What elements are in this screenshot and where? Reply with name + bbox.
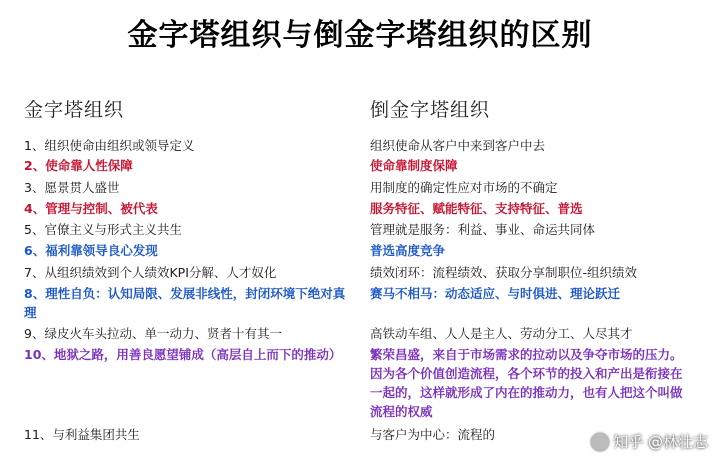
pyramid-item-10: 10、地狱之路，用善良愿望铺成（高层自上而下的推动）: [24, 347, 342, 362]
inverted-item-9: 高铁动车组、人人是主人、劳动分工、人尽其才: [370, 326, 633, 341]
page-title: 金字塔组织与倒金字塔组织的区别: [127, 18, 593, 53]
pyramid-item-7: 7、从组织绩效到个人绩效KPI分解、人才奴化: [24, 265, 277, 280]
pyramid-heading: 金字塔组织: [24, 99, 125, 121]
inverted-pyramid-heading: 倒金字塔组织: [370, 99, 491, 121]
pyramid-item-5: 5、官僚主义与形式主义共生: [24, 222, 182, 237]
inverted-item-2: 使命靠制度保障: [370, 158, 458, 173]
inverted-item-10: 繁荣昌盛，来自于市场需求的拉动以及争夺市场的压力。因为各个价值创造流程，各个环节的投入和产出是衔接在一起的，这样就形成了内在的推动力，也有人把这个叫做流程的权威: [370, 347, 683, 419]
inverted-item-11: 与客户为中心：流程的: [370, 427, 496, 442]
pyramid-item-11: 11、与利益集团共生: [24, 427, 140, 442]
watermark-text: 知乎 @林壮志: [613, 433, 708, 451]
inverted-pyramid-column: [370, 98, 700, 442]
pyramid-item-1: 1、组织使命由组织或领导定义: [24, 138, 195, 153]
pyramid-item-2: 2、使命靠人性保障: [24, 158, 133, 173]
inverted-item-8: 赛马不相马：动态适应、与时俱进、理论跃迁: [370, 286, 621, 301]
pyramid-item-6: 6、福利靠领导良心发现: [24, 243, 158, 258]
inverted-item-4: 服务特征、赋能特征、支持特征、普选: [370, 201, 583, 216]
pyramid-item-3: 3、愿景贯人盛世: [24, 180, 120, 195]
inverted-item-3: 用制度的确定性应对市场的不确定: [370, 180, 558, 195]
inverted-item-5: 管理就是服务：利益、事业、命运共同体: [370, 222, 596, 237]
inverted-item-7: 绩效闭环：流程绩效、获取分享制职位-组织绩效: [370, 265, 638, 280]
pyramid-item-9: 9、绿皮火车头拉动、单一动力、贤者十有其一: [24, 326, 282, 341]
watermark: [591, 431, 708, 452]
pyramid-item-4: 4、管理与控制、被代表: [24, 201, 158, 216]
pyramid-column: [24, 98, 360, 442]
wechat-logo-icon: [591, 433, 609, 451]
inverted-item-1: 组织使命从客户中来到客户中去: [370, 138, 546, 153]
pyramid-item-8: 8、理性自负：认知局限、发展非线性，封闭环境下绝对真理: [24, 286, 346, 320]
inverted-item-6: 普选高度竞争: [370, 243, 446, 258]
